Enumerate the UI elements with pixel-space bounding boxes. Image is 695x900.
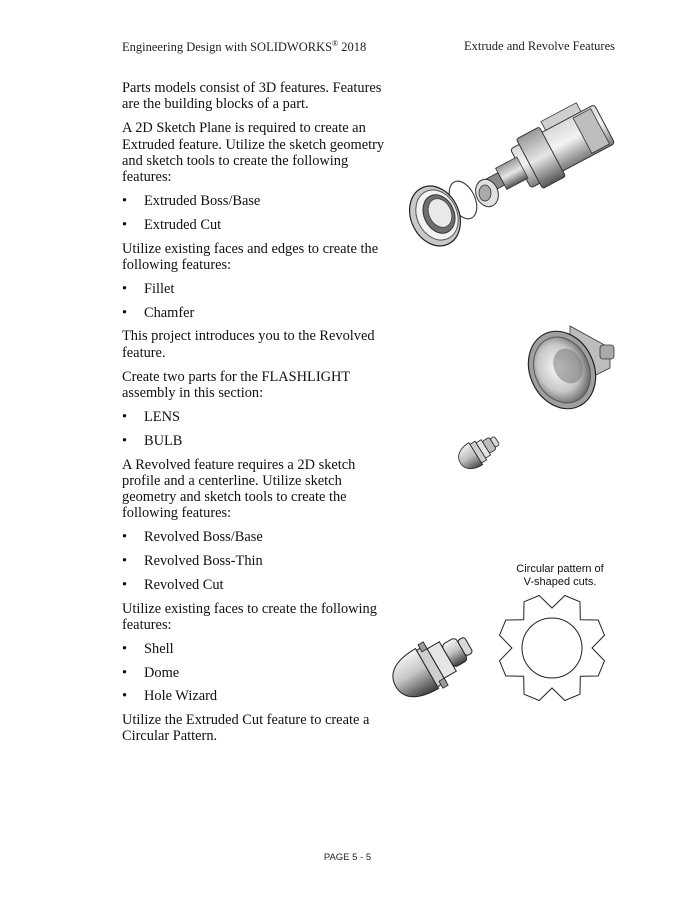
paragraph: This project introduces you to the Revolved feature. — [122, 328, 375, 361]
bullet-item: • Shell — [122, 641, 397, 657]
bullet-item: • Extruded Boss/Base — [122, 193, 397, 209]
inner-circle — [522, 618, 582, 678]
page-number: PAGE 5 - 5 — [323, 852, 372, 863]
paragraph: Utilize existing faces to create the following features: — [122, 600, 377, 633]
bullet-item: • LENS — [122, 409, 397, 425]
header-chapter-title: Extrude and Revolve Features — [464, 39, 615, 53]
header-book-title — [122, 39, 366, 55]
bullet-item: • Revolved Boss/Base — [122, 529, 397, 545]
v-cut-outline — [500, 596, 605, 701]
flashlight-exploded-assembly-image — [405, 88, 630, 258]
paragraph: Parts models consist of 3D features. Features are the building blocks of a part. — [122, 80, 382, 113]
header-title-text: Engineering Design with SOLIDWORKS — [122, 40, 333, 55]
bullet-item: • BULB — [122, 433, 397, 449]
bullet-item: • Extruded Cut — [122, 217, 397, 233]
pattern-caption-line-1: Circular pattern of — [516, 563, 604, 575]
registered-mark: ® — [332, 39, 339, 48]
paragraph: A 2D Sketch Plane is required to create an Extruded feature. Utilize the sketch geometry and sketch tools to create the following features: — [122, 120, 385, 186]
pattern-caption — [505, 563, 615, 589]
paragraph: A Revolved feature requires a 2D sketch profile and a centerline. Utilize sketch geometry and sketch tools to create the following features: — [122, 456, 356, 522]
bullet-item: • Dome — [122, 665, 397, 681]
bullet-item: • Chamfer — [122, 305, 397, 321]
paragraph: Utilize existing faces and edges to create the following features: — [122, 240, 379, 273]
bullet-item: • Revolved Boss-Thin — [122, 553, 397, 569]
bullet-item: • Revolved Cut — [122, 577, 397, 593]
bulb-part-large-image — [385, 622, 495, 700]
paragraph: Create two parts for the FLASHLIGHT assembly in this section: — [122, 368, 350, 402]
paragraph: Utilize the Extruded Cut feature to create a Circular Pattern. — [122, 712, 370, 745]
body-text — [122, 80, 397, 753]
pattern-caption-line-2: V-shaped cuts. — [523, 576, 597, 588]
header-year: 2018 — [341, 40, 367, 55]
lens-part-image — [522, 318, 618, 414]
bullet-item: • Fillet — [122, 281, 397, 297]
bulb-part-small-image — [455, 430, 505, 472]
circular-pattern-sketch-image — [494, 590, 610, 706]
bullet-item: • Hole Wizard — [122, 688, 397, 704]
